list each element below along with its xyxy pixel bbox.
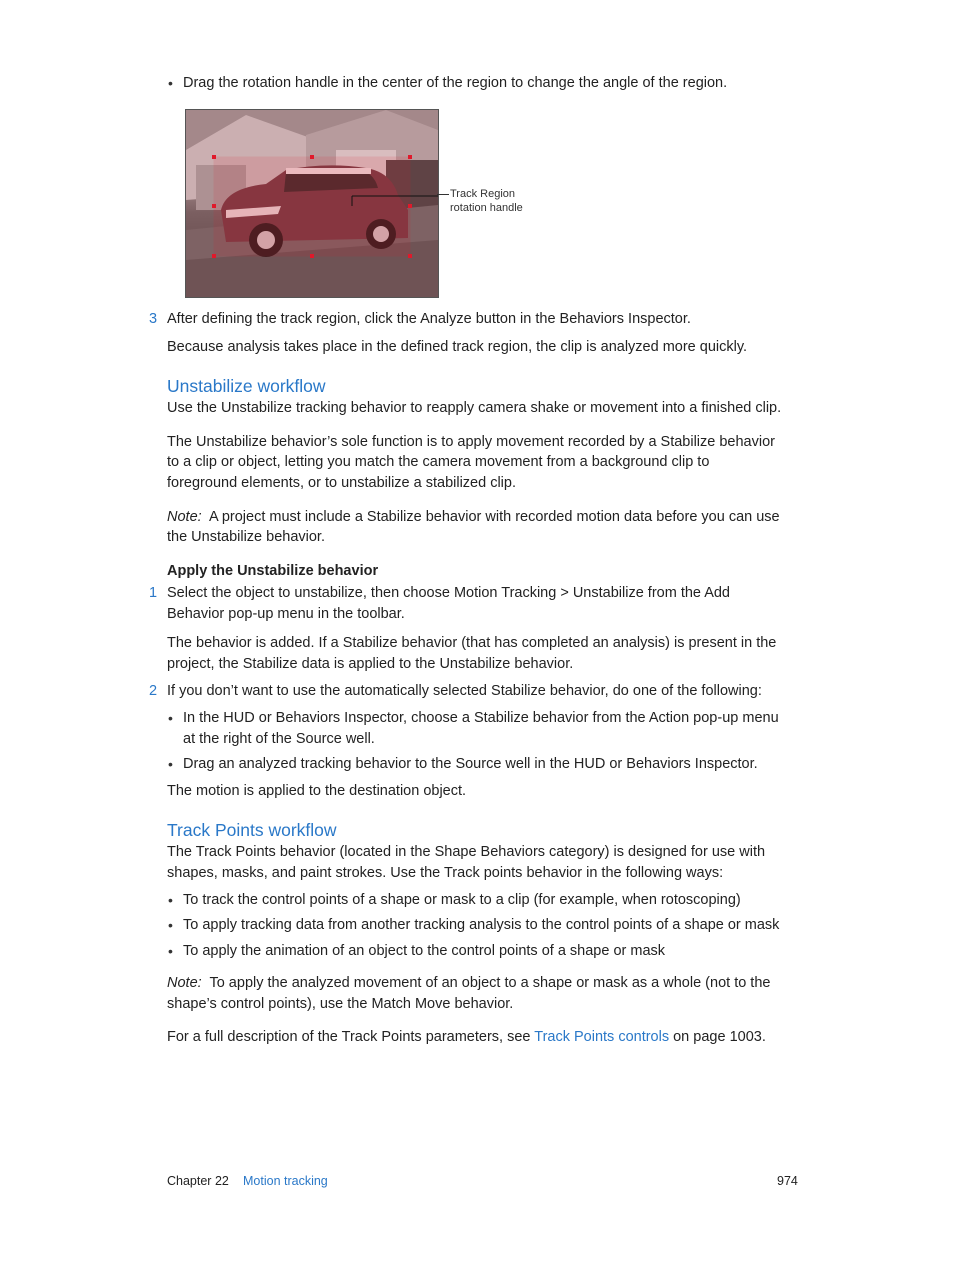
step-text: If you don’t want to use the automatically selected Stabilize behavior, do one of the following:: [167, 683, 762, 699]
bullet-text: To track the control points of a shape or mask to a clip (for example, when rotoscoping): [183, 892, 741, 908]
note-label: Note:: [167, 509, 202, 525]
reference-text-end: on page 1003.: [669, 1029, 766, 1045]
footer-page-number: 974: [777, 1174, 798, 1188]
step-number: 2: [149, 683, 158, 699]
reference-line: [167, 1027, 766, 1048]
step-result-line: project, the Stabilize data is applied to the Unstabilize behavior.: [167, 656, 574, 672]
paragraph-line: shapes, masks, and paint strokes. Use the Track points behavior in the following ways:: [167, 865, 724, 881]
bullet-dot: •: [168, 756, 173, 772]
note-line: [167, 973, 770, 994]
note-line: the Unstabilize behavior.: [167, 529, 325, 545]
note-label: Note:: [167, 975, 202, 991]
section-heading: Track Points workflow: [167, 820, 337, 840]
footer-chapter: Chapter 22: [167, 1174, 229, 1188]
callout-leader-line: [437, 194, 449, 195]
note-line: shape’s control points), use the Match Move behavior.: [167, 996, 514, 1012]
footer-section-link[interactable]: Motion tracking: [243, 1174, 328, 1188]
reference-text: For a full description of the Track Points parameters, see: [167, 1029, 535, 1045]
step-number: 3: [149, 311, 158, 327]
note-line: [167, 507, 780, 528]
callout-label-line1: Track Region: [450, 188, 516, 200]
paragraph-line: foreground elements, or to unstabilize a stabilized clip.: [167, 475, 516, 491]
track-region-figure: [185, 109, 439, 298]
callout-label-line2: rotation handle: [450, 202, 523, 214]
section-heading: Unstabilize workflow: [167, 376, 326, 396]
step-text-line: Select the object to unstabilize, then choose Motion Tracking > Unstabilize from the Add: [167, 585, 731, 601]
intro-bullet-text: Drag the rotation handle in the center of the region to change the angle of the region.: [183, 75, 728, 91]
note-text: To apply the analyzed movement of an object to a shape or mask as a whole (not to the: [209, 975, 771, 991]
track-points-controls-link[interactable]: Track Points controls: [534, 1029, 670, 1045]
step-text: After defining the track region, click the Analyze button in the Behaviors Inspector.: [167, 311, 691, 327]
paragraph-line: The Unstabilize behavior’s sole function is to apply movement recorded by a Stabilize behavior: [167, 434, 775, 450]
bullet-text: To apply the animation of an object to the control points of a shape or mask: [183, 943, 666, 959]
task-title: Apply the Unstabilize behavior: [167, 563, 379, 579]
paragraph-line: The Track Points behavior (located in the Shape Behaviors category) is designed for use with: [167, 844, 766, 860]
step-followup-text: Because analysis takes place in the defined track region, the clip is analyzed more quickly.: [167, 339, 748, 355]
note-text: A project must include a Stabilize behavior with recorded motion data before you can use: [208, 509, 780, 525]
bullet-text: To apply tracking data from another tracking analysis to the control points of a shape or mask: [183, 917, 780, 933]
car-scene-image: [186, 110, 438, 297]
paragraph-line: to a clip or object, letting you match the camera movement from a background clip to: [167, 454, 710, 470]
step-result-line: The behavior is added. If a Stabilize behavior (that has completed an analysis) is present in the: [167, 635, 777, 651]
step-text-line: Behavior pop-up menu in the toolbar.: [167, 606, 405, 622]
bullet-dot: •: [168, 943, 173, 959]
sub-bullet-line: In the HUD or Behaviors Inspector, choose a Stabilize behavior from the Action pop-up menu: [183, 710, 779, 726]
bullet-dot: •: [168, 710, 173, 726]
bullet-dot: •: [168, 892, 173, 908]
paragraph: Use the Unstabilize tracking behavior to reapply camera shake or movement into a finished clip.: [167, 400, 782, 416]
bullet-dot: •: [168, 917, 173, 933]
sub-bullet-text: Drag an analyzed tracking behavior to the Source well in the HUD or Behaviors Inspector.: [183, 756, 758, 772]
result-text: The motion is applied to the destination object.: [167, 783, 467, 799]
sub-bullet-line: at the right of the Source well.: [183, 731, 375, 747]
bullet-dot: •: [168, 75, 173, 91]
step-number: 1: [149, 585, 158, 601]
